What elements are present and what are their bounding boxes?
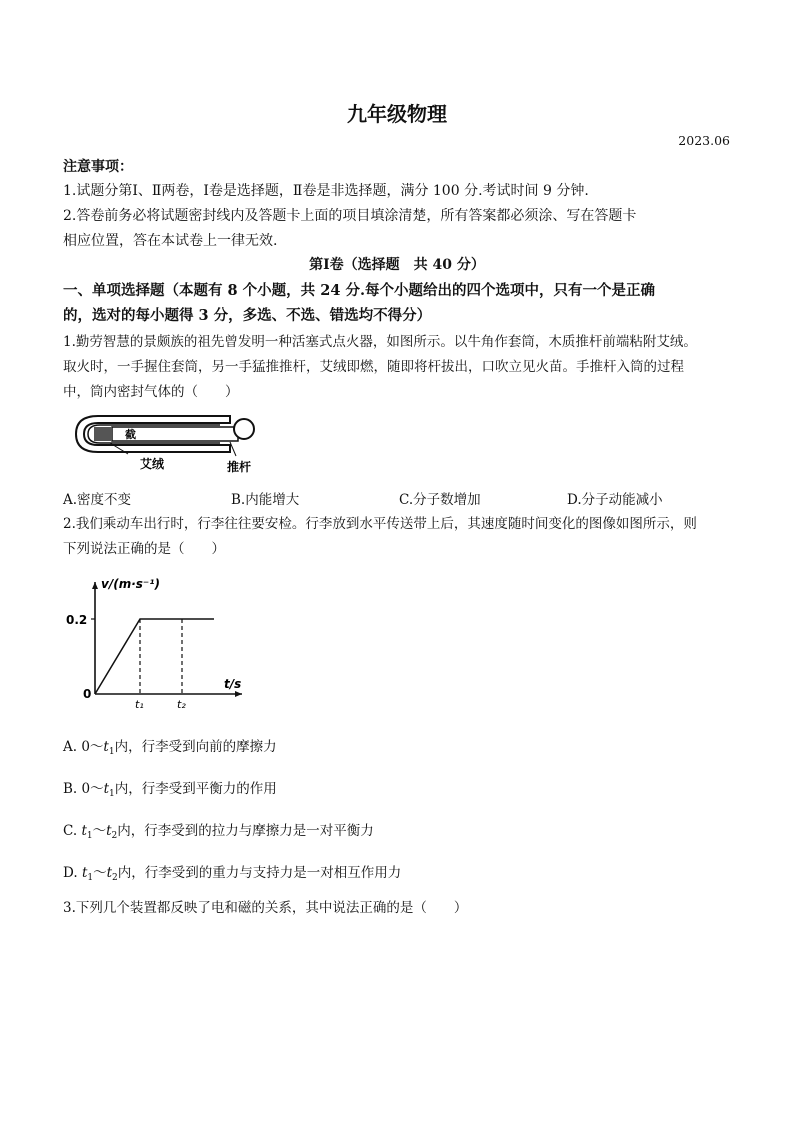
q1-option-a[interactable]: A.密度不变: [63, 492, 132, 508]
page-title: 九年级物理: [347, 102, 447, 126]
series-line: [95, 619, 214, 694]
x-axis-label: t/s: [224, 677, 242, 691]
notice-item-2: 2.答卷前务必将试题密封线内及答题卡上面的项目填涂清楚，所有答案都必须涂、写在答题卡: [63, 208, 637, 224]
notice-item-1: 1.试题分第Ⅰ、Ⅱ两卷，Ⅰ卷是选择题，Ⅱ卷是非选择题，满分 100 分.考试时间 9 分钟.: [63, 183, 589, 199]
q1-stem-line1: 1.勤劳智慧的景颇族的祖先曾发明一种活塞式点火器，如图所示。以牛角作套筒，木质推杆前端粘附艾绒。: [63, 334, 697, 350]
section-title: 第Ⅰ卷（选择题 共 40 分）: [309, 257, 485, 273]
fire-piston-figure: [70, 408, 270, 476]
x-tick-label-1: t₁: [135, 698, 144, 711]
y-axis-arrow: [92, 582, 98, 589]
velocity-time-chart: [62, 574, 258, 714]
figure-inner-label: 截: [125, 428, 136, 441]
notice-item-3: 相应位置，答在本试卷上一律无效.: [63, 233, 278, 249]
part-title-line1: 一、单项选择题（本题有 8 个小题，共 24 分.每个小题给出的四个选项中，只有一个是正确: [63, 282, 656, 299]
q1-stem-line2: 取火时，一手握住套筒，另一手猛推推杆，艾绒即燃，随即将杆拔出，口吹立见火苗。手推杆入筒的过程: [63, 359, 684, 375]
q1-option-c[interactable]: C.分子数增加: [399, 492, 481, 508]
y-axis-label: v/(m·s⁻¹): [101, 577, 160, 591]
origin-label: 0: [83, 687, 92, 701]
q2-option-c[interactable]: C. $t_1\sim t_2$内，行李受到的拉力与摩擦力是一对平衡力: [63, 823, 374, 841]
q3-stem: 3.下列几个装置都反映了电和磁的关系，其中说法正确的是（ ）: [63, 900, 468, 916]
exam-date: 2023.06: [678, 133, 730, 148]
q1-stem-line3: 中，筒内密封气体的（ ）: [63, 384, 239, 400]
x-axis-arrow: [235, 691, 242, 697]
label-push-rod: 推杆: [227, 460, 252, 474]
q2-option-b[interactable]: B. $0\sim t_1$内，行李受到平衡力的作用: [63, 781, 277, 799]
part-title-line2: 的，选对的每小题得 3 分，多选、不选、错选均不得分）: [63, 307, 432, 324]
q2-stem-line2: 下列说法正确的是（ ）: [63, 541, 225, 557]
notice-heading: 注意事项：: [63, 159, 133, 175]
q2-option-d[interactable]: D. $t_1\sim t_2$内，行李受到的重力与支持力是一对相互作用力: [63, 865, 402, 883]
q1-option-d[interactable]: D.分子动能减小: [567, 492, 663, 508]
x-tick-label-2: t₂: [177, 698, 186, 711]
y-tick-label: 0.2: [66, 613, 88, 627]
q1-options: [63, 488, 735, 510]
tinder: [94, 427, 112, 441]
q2-stem-line1: 2.我们乘动车出行时，行李往往要安检。行李放到水平传送带上后，其速度随时间变化的图像如图所示，则: [63, 516, 697, 532]
q1-option-b[interactable]: B.内能增大: [231, 492, 300, 508]
rod-knob: [234, 419, 254, 439]
q2-option-a[interactable]: A. $0\sim t_1$内，行李受到向前的摩擦力: [63, 739, 277, 757]
label-tinder: 艾绒: [140, 457, 165, 471]
